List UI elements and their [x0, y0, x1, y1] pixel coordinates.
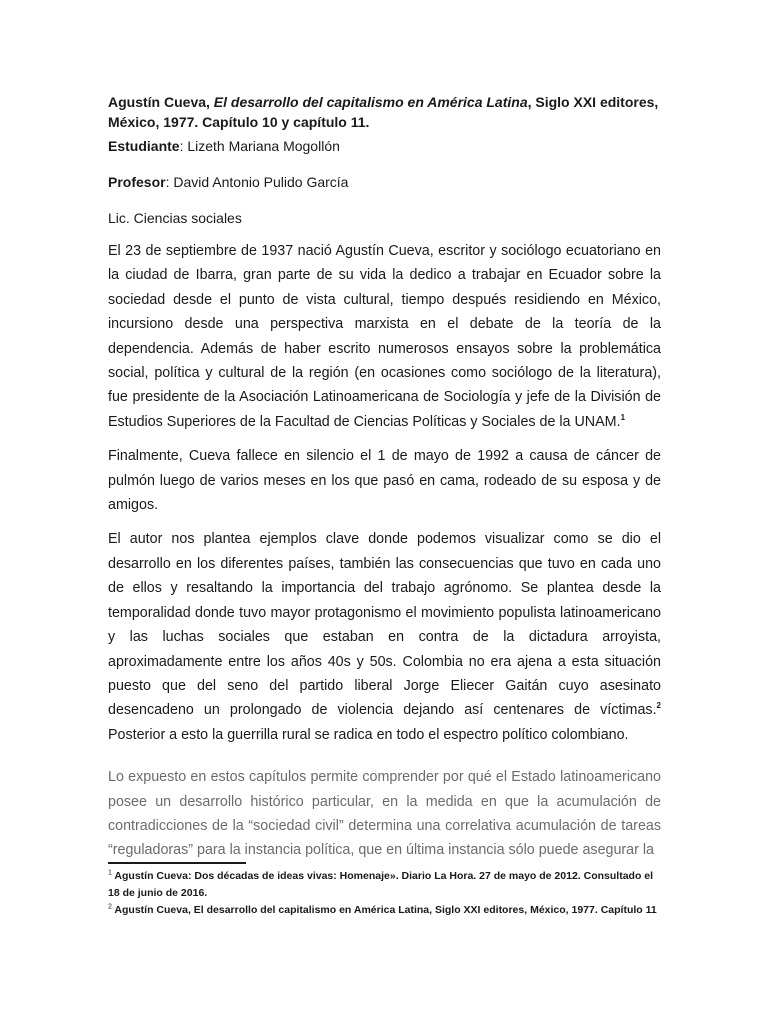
footnotes: [108, 868, 661, 919]
footnote-separator: [108, 862, 246, 864]
student-name: Lizeth Mariana Mogollón: [187, 138, 340, 154]
student-label: Estudiante: [108, 138, 180, 154]
paragraph-biography: [108, 239, 661, 434]
title-book: El desarrollo del capitalismo en América Latina: [213, 94, 528, 110]
professor-name: David Antonio Pulido García: [173, 174, 349, 190]
footnote-ref-2: 2: [656, 701, 661, 711]
professor-line: [108, 172, 661, 192]
student-sep: :: [179, 138, 188, 154]
footnote-1-number: 1: [108, 869, 112, 877]
paragraph-context: [108, 527, 661, 747]
professor-label: Profesor: [108, 174, 166, 190]
footnote-1-text: Agustín Cueva: Dos décadas de ideas vivas: Homenaje». Diario La Hora. 27 de mayo de 2012. Consultado el 18 de junio de 2016.: [108, 870, 654, 899]
title-rest: , Siglo XXI editores, México, 1977. Capítulo 10 y capítulo 11.: [108, 94, 659, 130]
footnote-2-text: Agustín Cueva, El desarrollo del capitalismo en América Latina, Siglo XXI editores, México, 1977. Capítulo 11: [111, 904, 657, 916]
footnote-1: [108, 868, 661, 902]
paragraph-context-text: El autor nos plantea ejemplos clave donde podemos visualizar como se dio el desarrollo en los diferentes países, también las consecuencias que tuvo en cada uno de ellos y resaltando la importancia del trabajo agrónomo. Se plantea desde la temporalidad donde tuvo mayor protagonismo el movimiento populista latinoamericano y las luchas sociales que estaban en contra de la dictadura arroyista, aproximadamente entre los años 40s y 50s. Colombia no era ajena a esta situación puesto que del seno del partido liberal Jorge Eliecer Gaitán cuyo asesinato desencadeno un prolongado de violencia dejando así centenares de víctimas.: [108, 531, 661, 719]
document-body: [108, 92, 661, 863]
paragraph-quote: Lo expuesto en estos capítulos permite comprender por qué el Estado latinoamericano posee un desarrollo histórico particular, en la medida en que la acumulación de contradicciones de la “sociedad civil” determina una correlativa acumulación de tareas “reguladoras” para la instancia política, que en última instancia sólo puede asegurar la: [108, 769, 661, 859]
footnote-ref-1: 1: [620, 413, 626, 423]
paragraph-context-text-end: Posterior a esto la guerrilla rural se radica en todo el espectro político colombiano.: [108, 726, 629, 743]
footnote-2: [108, 902, 661, 919]
program-line: Lic. Ciencias sociales: [108, 210, 242, 226]
title-author: Agustín Cueva,: [108, 94, 214, 110]
paragraph-death: Finalmente, Cueva fallece en silencio el 1 de mayo de 1992 a causa de cáncer de pulmón luego de varios meses en los que pasó en cama, rodeado de su esposa y de amigos.: [108, 448, 661, 514]
student-line: [108, 136, 661, 156]
paragraph-biography-text: El 23 de septiembre de 1937 nació Agustín Cueva, escritor y sociólogo ecuatoriano en la ciudad de Ibarra, gran parte de su vida la dedico a trabajar en Ecuador sobre la sociedad desde el punto de vista cultural, tiempo después residiendo en México, incursiono desde una perspectiva marxista en el debate de la teoría de la dependencia. Además de haber escrito numerosos ensayos sobre la problemática social, política y cultural de la región (en ocasiones como sociólogo de la literatura), fue presidente de la Asociación Latinoamericana de Sociología y jefe de la División de Estudios Superiores de la Facultad de Ciencias Políticas y Sociales de la UNAM.: [108, 243, 661, 430]
footnote-2-number: 2: [108, 903, 112, 911]
professor-sep: :: [165, 174, 174, 190]
document-title: [108, 92, 661, 132]
